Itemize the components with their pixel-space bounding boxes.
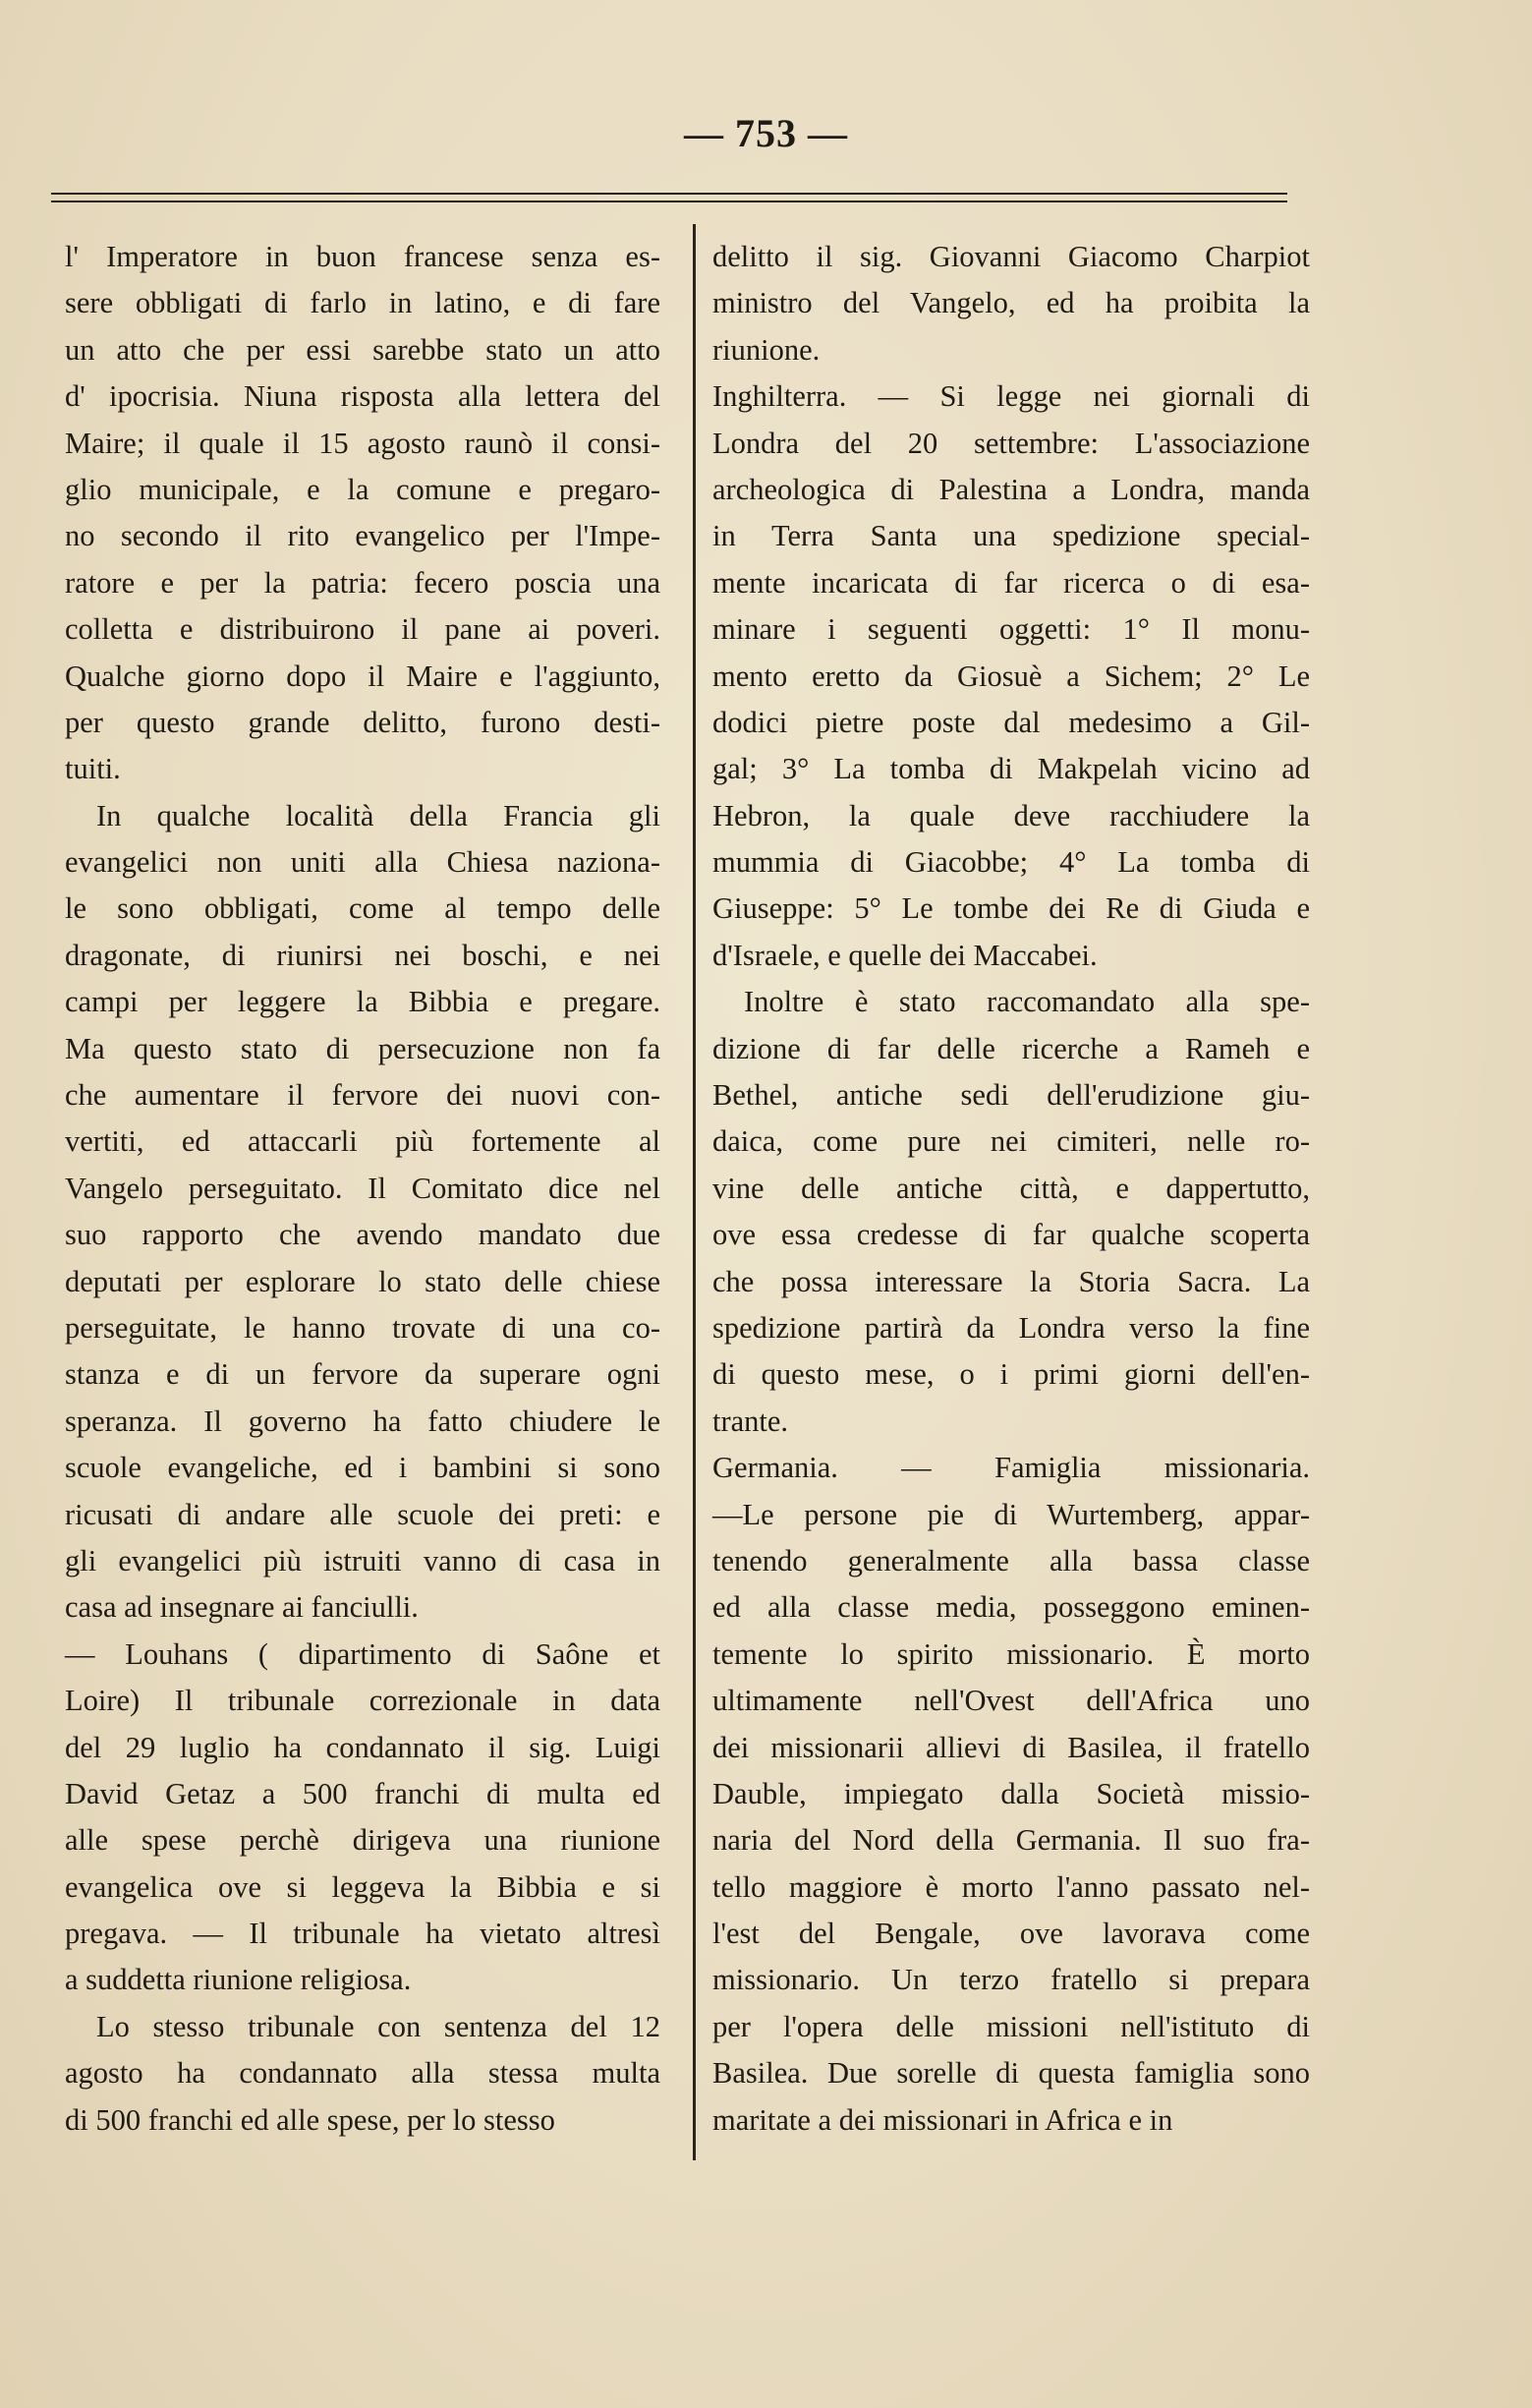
left-column-line: Lo stesso tribunale con sentenza del 12 — [96, 2009, 660, 2043]
left-column-line: Ma questo stato di persecuzione non fa — [65, 1031, 660, 1065]
left-column-line: scuole evangeliche, ed i bambini si sono — [65, 1451, 660, 1485]
left-column-line: di 500 franchi ed alle spese, per lo stesso — [65, 2102, 555, 2137]
left-column-line: dragonate, di riunirsi nei boschi, e nei — [65, 938, 660, 972]
left-column-line: d' ipocrisia. Niuna risposta alla lettera del — [65, 379, 660, 414]
left-column-line: In qualche località della Francia gli — [96, 798, 660, 832]
right-column-line: che possa interessare la Storia Sacra. La — [712, 1264, 1310, 1298]
left-column-line: per questo grande delitto, furono desti- — [65, 705, 660, 739]
right-column-line: Dauble, impiegato dalla Società missio- — [712, 1776, 1310, 1810]
left-column-line: vertiti, ed attaccarli più fortemente al — [65, 1124, 660, 1159]
left-column-line: deputati per esplorare lo stato delle chiese — [65, 1264, 660, 1298]
right-column-line: mente incaricata di far ricerca o di esa- — [712, 565, 1310, 600]
left-column-line: che aumentare il fervore dei nuovi con- — [65, 1078, 660, 1113]
right-column-line: tenendo generalmente alla bassa classe — [712, 1543, 1310, 1577]
left-column-line: tuiti. — [65, 752, 121, 786]
right-column — [712, 234, 1310, 2144]
right-column-line: per l'opera delle missioni nell'istituto di — [712, 2009, 1310, 2043]
right-column-line: Giuseppe: 5° Le tombe dei Re di Giuda e — [712, 891, 1310, 926]
left-column-line: Qualche giorno dopo il Maire e l'aggiunto, — [65, 659, 660, 693]
right-column-line: ed alla classe media, posseggono eminen- — [712, 1590, 1310, 1625]
right-column-line: minare i seguenti oggetti: 1° Il monu- — [712, 612, 1310, 647]
right-column-line: Inoltre è stato raccomandato alla spe- — [744, 985, 1310, 1019]
left-column-line: un atto che per essi sarebbe stato un atto — [65, 332, 660, 367]
left-column-line: Maire; il quale il 15 agosto raunò il consi- — [65, 426, 660, 460]
page-number: — 753 — — [684, 111, 848, 155]
right-column-line: archeologica di Palestina a Londra, manda — [712, 472, 1310, 506]
left-column-line: no secondo il rito evangelico per l'Impe- — [65, 519, 660, 553]
left-column-line: campi per leggere la Bibbia e pregare. — [65, 985, 660, 1019]
left-column-line: sere obbligati di farlo in latino, e di fare — [65, 286, 660, 320]
left-column-line: le sono obbligati, come al tempo delle — [65, 891, 660, 926]
right-column-line: delitto il sig. Giovanni Giacomo Charpiot — [712, 240, 1310, 273]
left-column-line: stanza e di un fervore da superare ogni — [65, 1357, 660, 1392]
right-column-line: ministro del Vangelo, ed ha proibita la — [712, 286, 1310, 320]
left-column — [65, 234, 660, 2144]
right-column-line: Inghilterra. — Si legge nei giornali di — [712, 379, 1310, 414]
right-column-line: ove essa credesse di far qualche scoperta — [712, 1218, 1310, 1252]
left-column-line: Loire) Il tribunale correzionale in data — [65, 1684, 660, 1718]
right-column-line: di questo mese, o i primi giorni dell'en- — [712, 1357, 1310, 1392]
left-column-line: evangelici non uniti alla Chiesa naziona- — [65, 845, 660, 880]
right-column-line: naria del Nord della Germania. Il suo fra- — [712, 1823, 1310, 1858]
right-column-line: daica, come pure nei cimiteri, nelle ro- — [712, 1124, 1310, 1159]
left-column-line: speranza. Il governo ha fatto chiudere le — [65, 1404, 660, 1438]
right-column-line: missionario. Un terzo fratello si prepara — [712, 1963, 1310, 1997]
left-column-line: Vangelo perseguitato. Il Comitato dice nel — [65, 1171, 660, 1205]
left-column-line: agosto ha condannato alla stessa multa — [65, 2056, 660, 2091]
header-rule — [51, 193, 1287, 202]
left-column-line: ricusati di andare alle scuole dei preti: e — [65, 1497, 660, 1531]
left-column-line: casa ad insegnare ai fanciulli. — [65, 1590, 419, 1625]
left-column-line: l' Imperatore in buon francese senza es- — [65, 240, 660, 273]
right-column-line: maritate a dei missionari in Africa e in — [712, 2102, 1173, 2137]
right-column-line: Londra del 20 settembre: L'associazione — [712, 426, 1310, 460]
right-column-line: vine delle antiche città, e dappertutto, — [712, 1171, 1310, 1205]
right-column-line: —Le persone pie di Wurtemberg, appar- — [712, 1497, 1310, 1531]
left-column-line: perseguitate, le hanno trovate di una co- — [65, 1310, 660, 1345]
right-column-line: gal; 3° La tomba di Makpelah vicino ad — [712, 752, 1310, 786]
right-column-line: temente lo spirito missionario. È morto — [712, 1636, 1310, 1671]
right-column-line: d'Israele, e quelle dei Maccabei. — [712, 938, 1098, 972]
right-column-line: Hebron, la quale deve racchiudere la — [712, 798, 1310, 832]
left-column-line: David Getaz a 500 franchi di multa ed — [65, 1776, 660, 1810]
left-column-line: alle spese perchè dirigeva una riunione — [65, 1823, 660, 1858]
right-column-line: l'est del Bengale, ove lavorava come — [712, 1917, 1310, 1951]
left-column-line: del 29 luglio ha condannato il sig. Luigi — [65, 1730, 660, 1764]
column-divider — [693, 224, 696, 2160]
left-column-line: ratore e per la patria: fecero poscia una — [65, 565, 660, 600]
right-column-line: spedizione partirà da Londra verso la fine — [712, 1310, 1310, 1345]
right-column-line: Germania. — Famiglia missionaria. — [712, 1451, 1310, 1485]
right-column-line: mummia di Giacobbe; 4° La tomba di — [712, 845, 1310, 880]
right-column-line: Bethel, antiche sedi dell'erudizione giu- — [712, 1078, 1310, 1113]
left-column-line: evangelica ove si leggeva la Bibbia e si — [65, 1869, 660, 1904]
right-column-line: tello maggiore è morto l'anno passato nel- — [712, 1869, 1310, 1904]
right-column-line: Basilea. Due sorelle di questa famiglia sono — [712, 2056, 1310, 2091]
right-column-line: dei missionarii allievi di Basilea, il fratello — [712, 1730, 1310, 1764]
right-column-line: dodici pietre poste dal medesimo a Gil- — [712, 705, 1310, 739]
right-column-line: in Terra Santa una spedizione special- — [712, 519, 1310, 553]
left-column-line: glio municipale, e la comune e pregaro- — [65, 472, 660, 506]
left-column-line: — Louhans ( dipartimento di Saône et — [65, 1636, 660, 1671]
left-column-line: colletta e distribuirono il pane ai poveri. — [65, 612, 660, 647]
right-column-line: dizione di far delle ricerche a Rameh e — [712, 1031, 1310, 1065]
left-column-line: a suddetta riunione religiosa. — [65, 1963, 412, 1997]
left-column-line: pregava. — Il tribunale ha vietato altresì — [65, 1917, 660, 1951]
right-column-line: trante. — [712, 1404, 789, 1438]
left-column-line: suo rapporto che avendo mandato due — [65, 1218, 660, 1252]
right-column-line: mento eretto da Giosuè a Sichem; 2° Le — [712, 659, 1310, 693]
left-column-line: gli evangelici più istruiti vanno di casa in — [65, 1543, 660, 1577]
right-column-line: riunione. — [712, 332, 821, 367]
right-column-line: ultimamente nell'Ovest dell'Africa uno — [712, 1684, 1310, 1718]
